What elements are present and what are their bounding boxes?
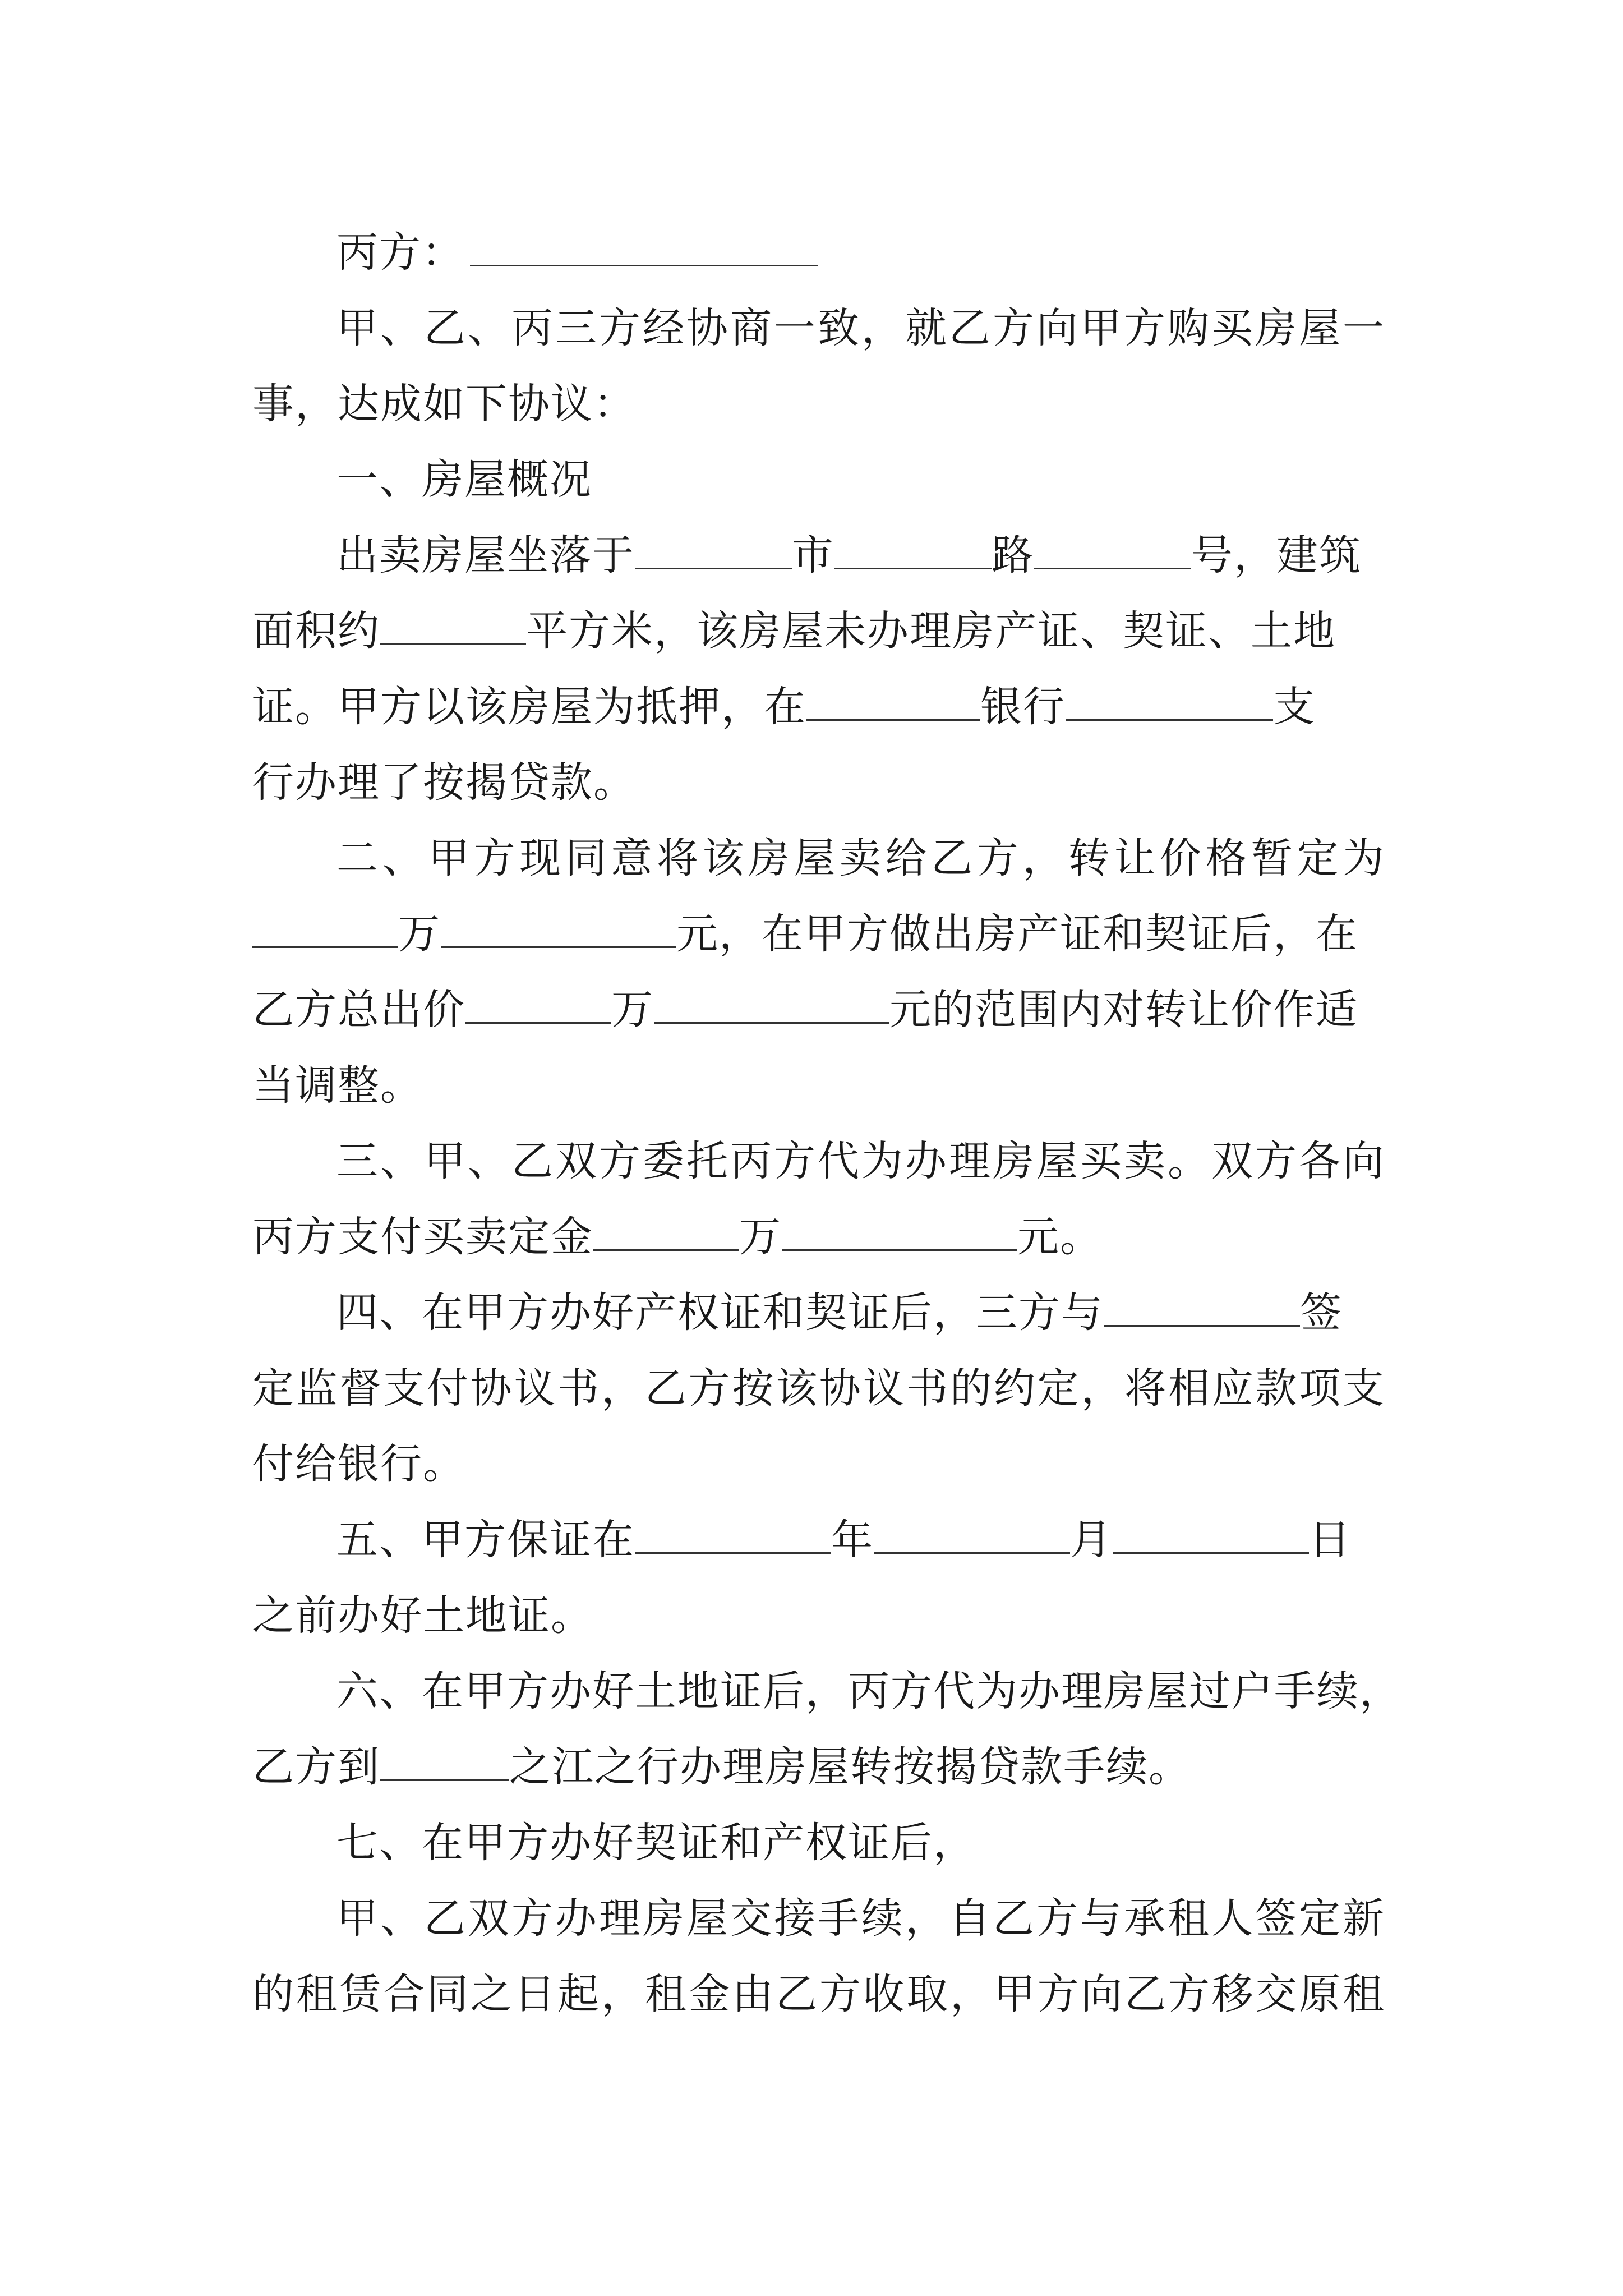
section-6-line-2 [252,1728,1385,1806]
city-label: 市 [792,531,834,579]
location-line [252,516,1385,595]
section-3-line [252,1122,1385,1200]
area-label: 面积约 [252,607,380,655]
sign-label: 签 [1300,1289,1343,1337]
year-label: 年 [831,1516,874,1564]
section-7-line [252,1803,1385,1882]
section-4-text-3: 付给银行。 [252,1440,465,1488]
deposit-yuan-blank [782,1209,1017,1251]
day-blank [1113,1512,1309,1554]
price-line [252,895,1385,973]
section-4-line [252,1273,1385,1352]
section-1-title: 一、房屋概况 [336,455,592,504]
road-label: 路 [992,531,1034,579]
bank-blank [806,679,980,721]
section-2-text: 二、甲方现同意将该房屋卖给乙方，转让价格暂定为 [336,834,1385,882]
total-wan-label: 万 [611,986,654,1034]
intro-line-2 [252,365,1385,443]
adjust-line [252,1046,1385,1125]
day-label: 日 [1309,1516,1352,1564]
number-blank [1034,527,1191,569]
total-price-text: 元的范围内对转让价作适 [889,986,1358,1034]
deposit-wan-blank [593,1209,739,1251]
party-c-label: 丙方： [336,228,464,277]
mortgage-text-2: 行办理了按揭贷款。 [252,758,636,807]
total-price-line [252,970,1385,1049]
section-6-label: 乙方到 [252,1743,380,1791]
branch-blank [1066,679,1273,721]
total-yuan-blank [654,982,889,1024]
deposit-label: 丙方支付买卖定金 [252,1213,593,1261]
handover-text: 甲、乙双方办理房屋交接手续，自乙方与承租人签定新 [336,1894,1385,1943]
section-6-line [252,1652,1402,1731]
deposit-yuan-label: 元。 [1017,1213,1103,1261]
deposit-line [252,1198,1385,1276]
total-price-label: 乙方总出价 [252,986,465,1034]
section-6-text: 六、在甲方办好土地证后，丙方代为办理房屋过户手续， [336,1667,1402,1715]
intro-text-2: 事，达成如下协议： [252,380,636,428]
road-blank [834,527,992,569]
total-wan-blank [465,982,611,1024]
price-yuan-blank [441,906,676,948]
intro-line-1 [252,289,1385,367]
handover-line-2 [252,1955,1385,2033]
section-5-text-2: 之前办好土地证。 [252,1591,593,1640]
deposit-wan-label: 万 [739,1213,782,1261]
mortgage-text: 证。甲方以该房屋为抵押，在 [252,683,806,731]
section-5-line-2 [252,1576,1385,1655]
mortgage-line-2 [252,743,1385,822]
section-5-line [252,1501,1385,1579]
location-text: 出卖房屋坐落于 [336,531,635,579]
section-4-line-2 [252,1349,1385,1428]
section-5-text: 五、甲方保证在 [336,1516,635,1564]
area-text: 平方米，该房屋未办理房产证、契证、土地 [526,607,1336,655]
year-blank [635,1512,831,1554]
price-wan-blank [252,906,398,948]
section-4-text: 四、在甲方办好产权证和契证后，三方与 [336,1289,1104,1337]
wan-label: 万 [398,910,441,958]
city-blank [635,527,792,569]
section-4-line-3 [252,1425,1385,1503]
intro-text-1: 甲、乙、丙三方经协商一致，就乙方向甲方购买房屋一 [336,304,1385,352]
price-text: 元，在甲方做出房产证和契证后，在 [676,910,1358,958]
mortgage-line [252,668,1385,746]
party-c-line [252,213,1385,292]
month-blank [874,1512,1070,1554]
handover-line [252,1879,1385,1958]
transfer-bank-blank [380,1739,509,1781]
month-label: 月 [1070,1516,1113,1564]
area-line [252,592,1385,670]
section-7-text: 七、在甲方办好契证和产权证后， [336,1819,976,1867]
section-2-line [252,819,1385,898]
section-1-heading [252,440,1385,519]
area-blank [380,603,526,645]
building-label: 号，建筑 [1191,531,1362,579]
branch-label: 支 [1273,683,1316,731]
section-3-text: 三、甲、乙双方委托丙方代为办理房屋买卖。双方各向 [336,1137,1385,1185]
section-6-text-2: 之江之行办理房屋转按揭贷款手续。 [509,1743,1191,1791]
supervisor-blank [1104,1285,1300,1327]
adjust-text: 当调整。 [252,1061,423,1110]
party-c-blank [470,224,818,266]
section-4-text-2: 定监督支付协议书，乙方按该协议书的约定，将相应款项支 [252,1364,1385,1412]
handover-text-2: 的租赁合同之日起，租金由乙方收取，甲方向乙方移交原租 [252,1970,1385,2018]
bank-label: 银行 [980,683,1066,731]
